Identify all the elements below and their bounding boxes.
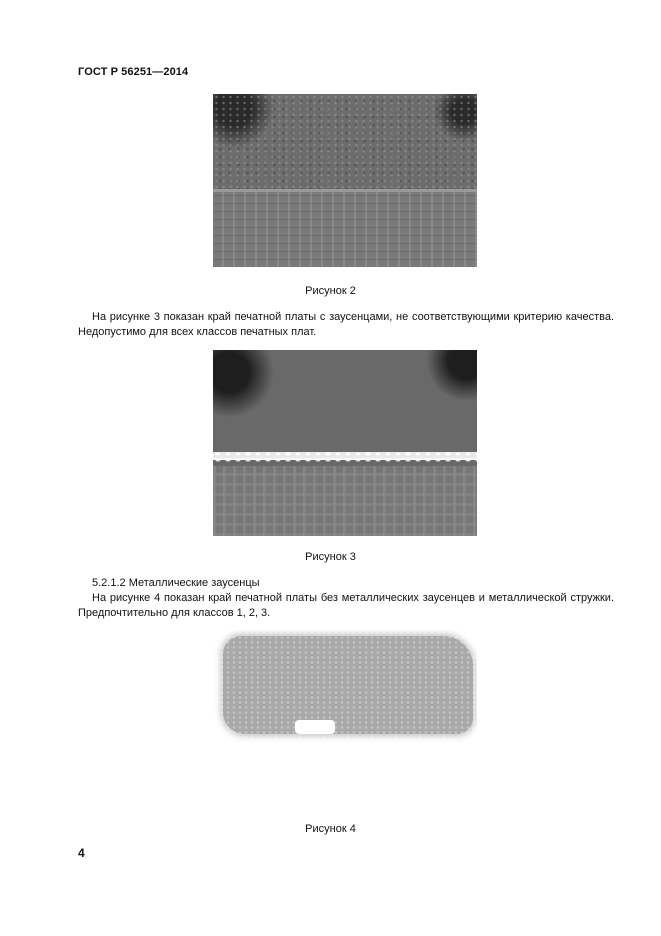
figure-3-burr-detail [213,451,477,463]
paragraph-figure-4-text: На рисунке 4 показан край печатной платы без металлических заусенцев и металлической стружки. Предпочтительно для классов 1, 2, 3. [78,592,614,619]
section-heading: 5.2.1.2 Металлические заусенцы [92,577,260,589]
page-number: 4 [78,846,85,860]
figure-3-lower [213,466,477,536]
figure-3-image [213,350,477,536]
figure-4-caption: Рисунок 4 [305,823,356,835]
paragraph-figure-3-text: На рисунке 3 показан край печатной платы с заусенцами, не соответствующими критерию качества. Недопустимо для всех классов печатных плат. [78,311,614,338]
figure-4-image [213,630,477,742]
document-header: ГОСТ Р 56251—2014 [78,66,189,78]
paragraph-figure-4 [78,591,614,621]
paragraph-figure-3 [78,310,614,340]
figure-2-lower [213,192,477,267]
figure-4-gap [295,720,335,734]
figure-3-caption: Рисунок 3 [305,551,356,563]
figure-2-caption: Рисунок 2 [305,285,356,297]
figure-4-texture [213,630,477,742]
figure-2-texture [213,94,477,189]
figure-2-image [213,94,477,267]
